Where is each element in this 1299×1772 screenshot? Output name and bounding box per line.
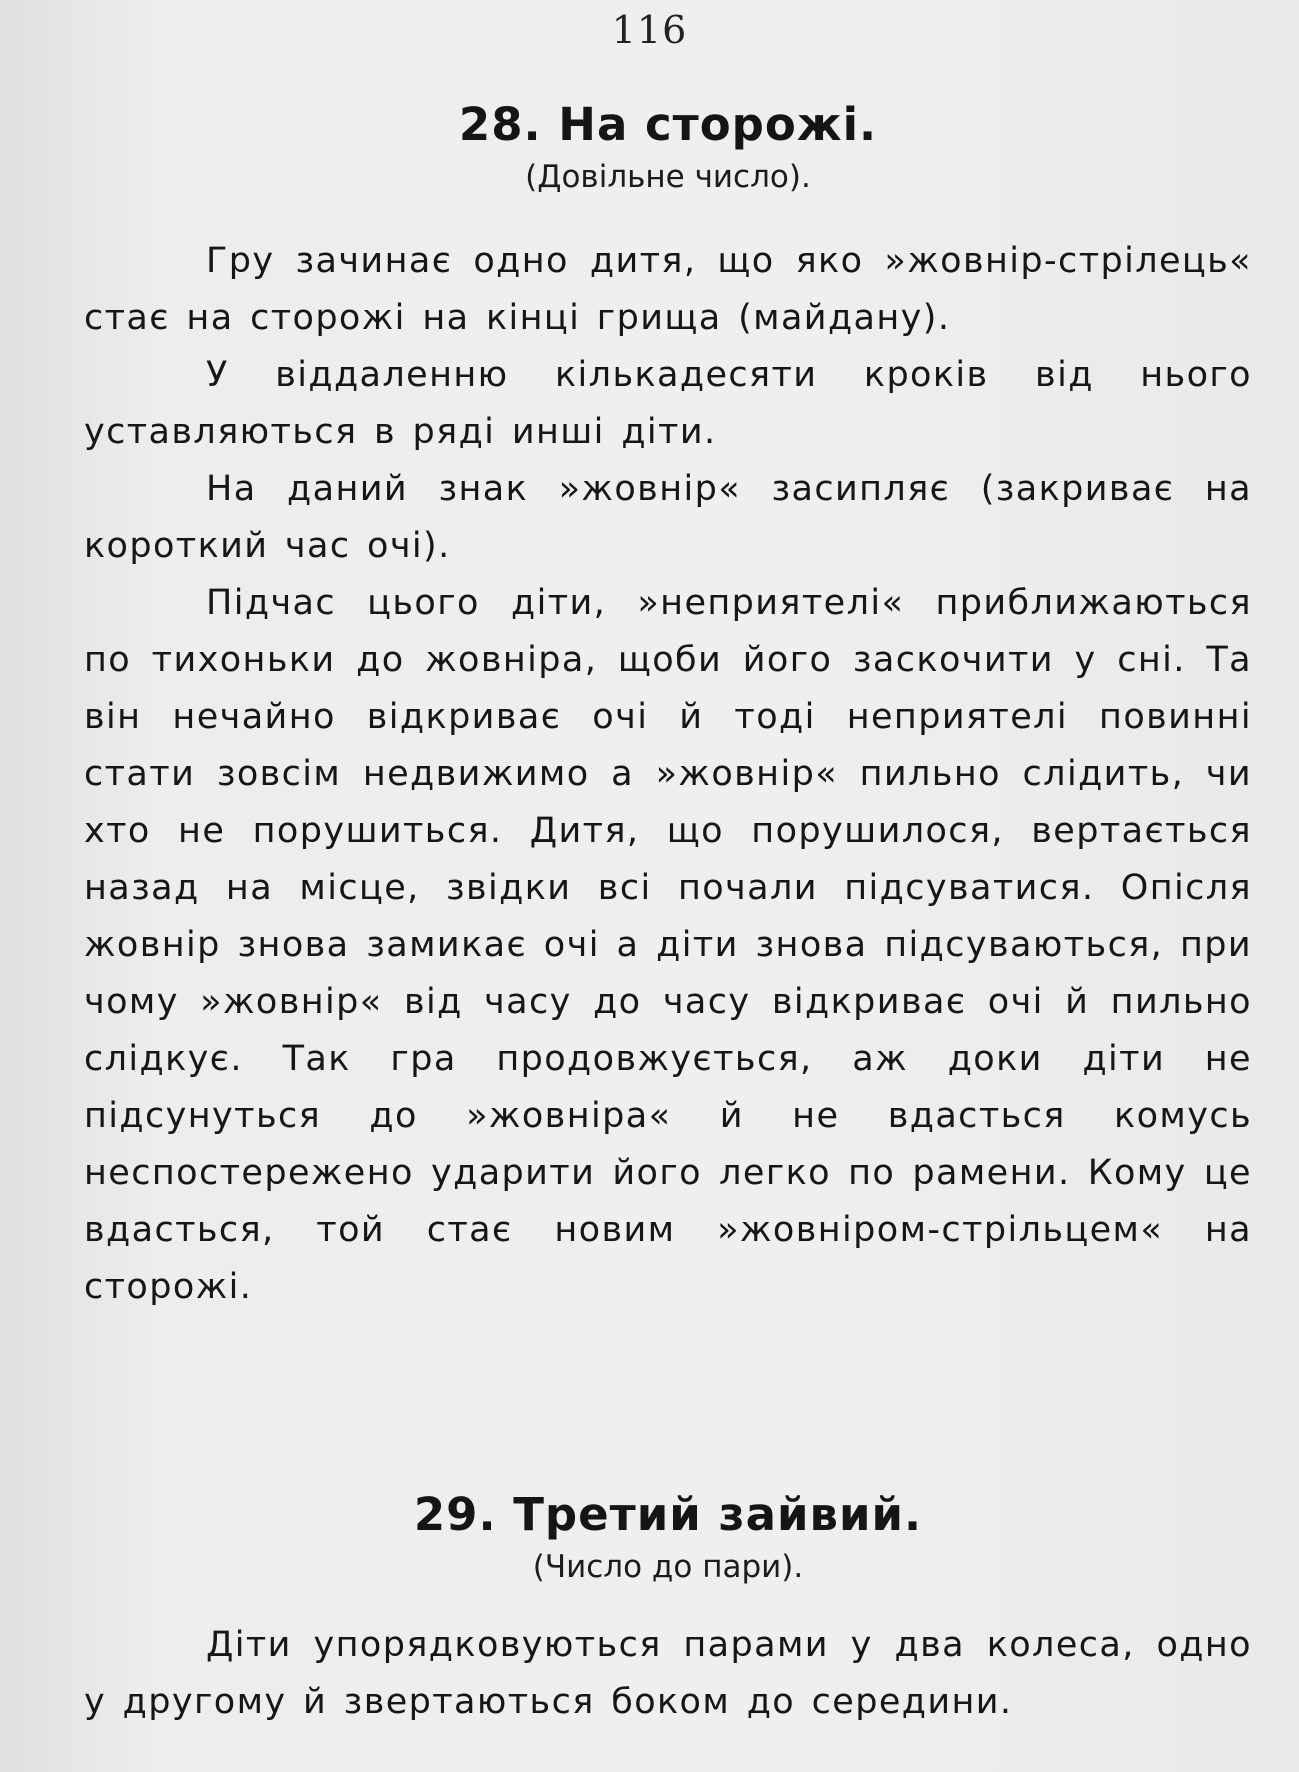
paragraph: Гру зачинає одно дитя, що яко »жовнір-стрілець« стає на сторожі на кінці грища (майдану). xyxy=(84,241,1252,338)
page-number: 116 xyxy=(611,8,688,52)
section-title: 28. На сторожі. xyxy=(458,98,878,151)
section-28 xyxy=(84,98,1252,1316)
paragraph: Діти упорядковуються парами у два колеса, одно у другому й звертаються боком до середини. xyxy=(84,1625,1252,1722)
section-subtitle: (Число до пари). xyxy=(532,1549,804,1585)
section-subtitle: (Довільне число). xyxy=(525,159,811,195)
section-body xyxy=(84,233,1252,1316)
section-body xyxy=(84,1617,1252,1731)
paragraph: У віддаленню кількадесяти кроків від нього уставляються в ряді инші діти. xyxy=(84,355,1252,452)
paragraph: На даний знак »жовнір« засипляє (закриває на короткий час очі). xyxy=(84,469,1252,566)
section-29 xyxy=(84,1488,1252,1731)
section-title: 29. Третий зайвий. xyxy=(413,1488,923,1541)
paragraph: Підчас цього діти, »неприятелі« приближаються по тихоньки до жовніра, щоби його заскочити у сні. Та він нечайно відкриває очі й тоді неприятелі повинні стати зовсім недвижимо а »жовнір« пильно слідить, чи хто не порушиться. Дитя, що порушилося, вертається назад на місце, звідки всі почали підсуватися. Опісля жовнір знова замикає очі а діти знова підсуваються, при чому »жовнір« від часу до часу відкриває очі й пильно слідкує. Так гра продовжується, аж доки діти не підсунуться до »жовніра« й не вдасться комусь неспостережено ударити його легко по рамени. Кому це вдасться, той стає новим »жовніром-стрільцем« на сторожі. xyxy=(84,583,1252,1307)
